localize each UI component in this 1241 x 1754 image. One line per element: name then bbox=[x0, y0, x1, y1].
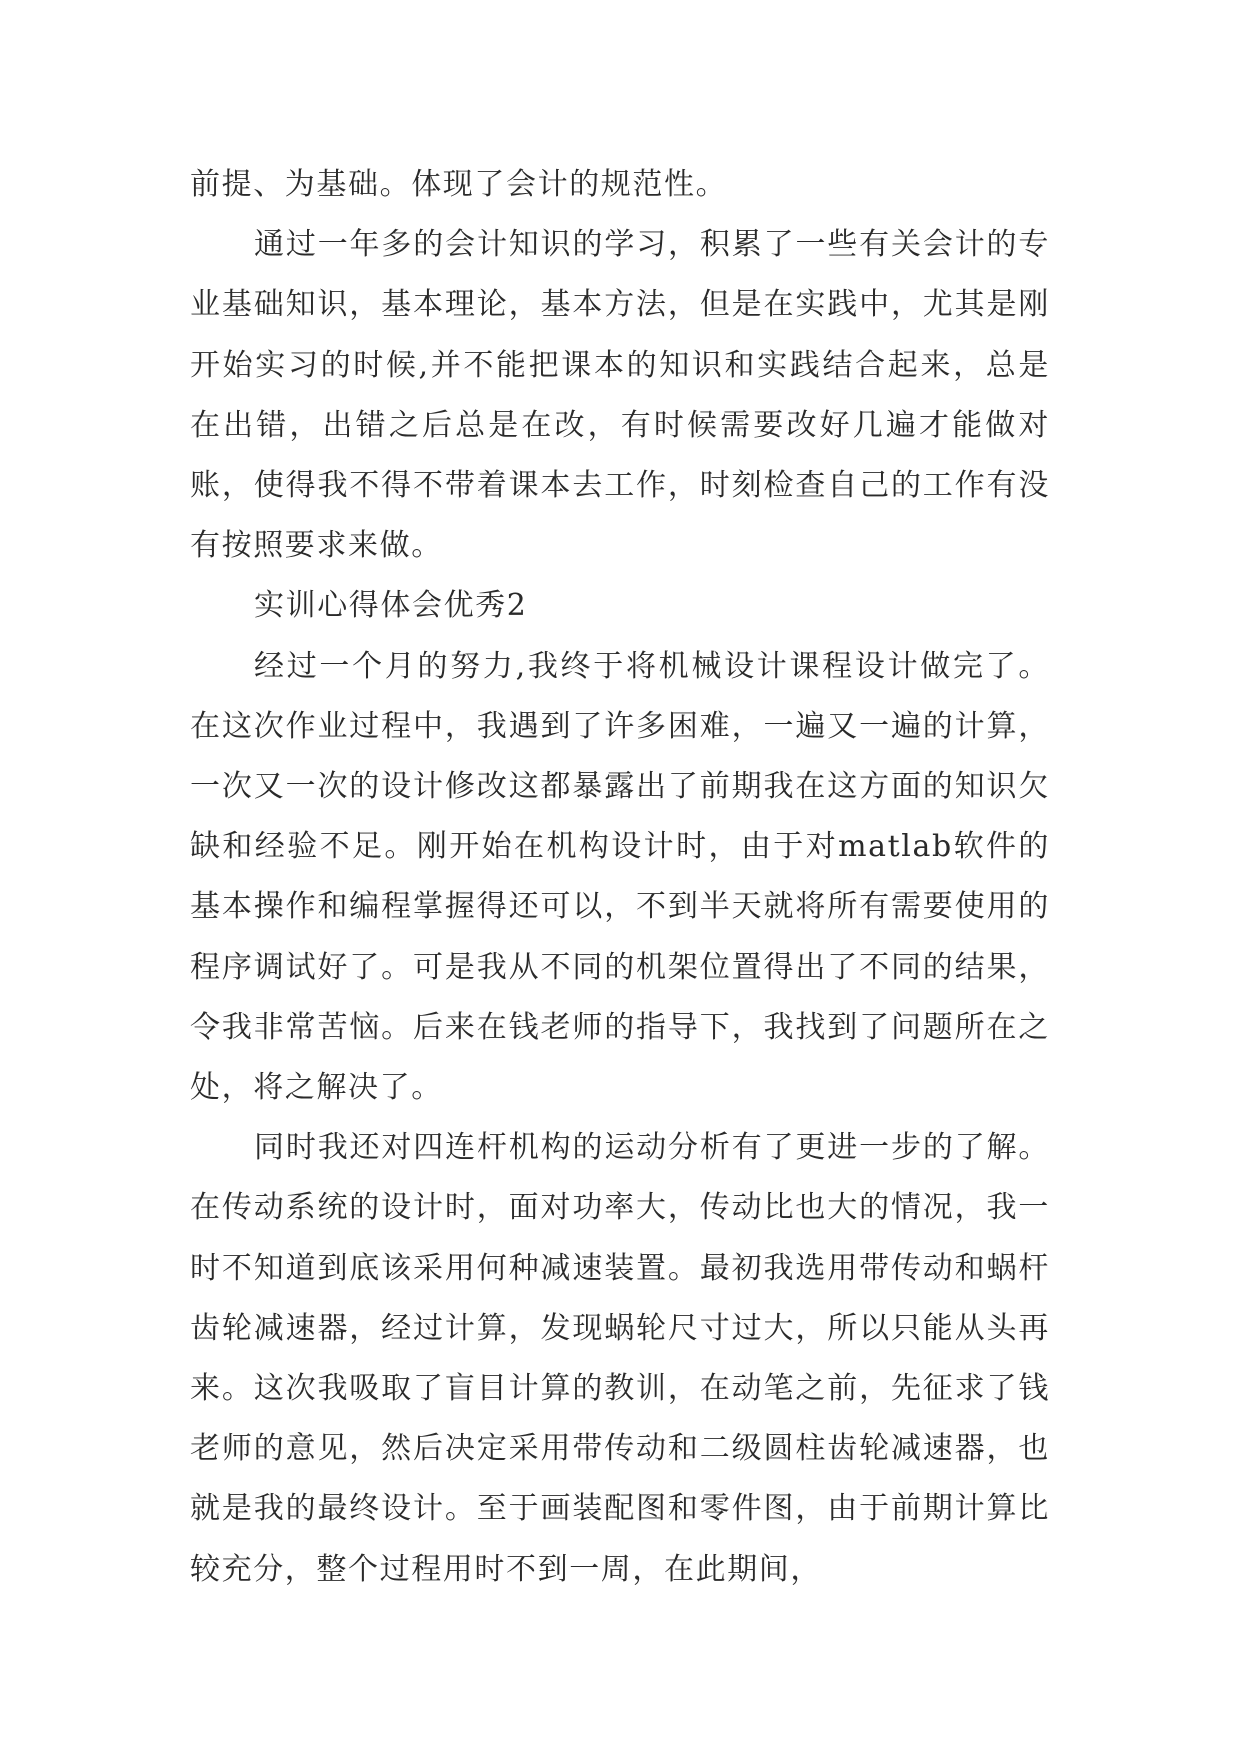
paragraph-transmission-design: 同时我还对四连杆机构的运动分析有了更进一步的了解。在传动系统的设计时，面对功率大，传动比也大的情况，我一时不知道到底该采用何种减速装置。最初我选用带传动和蜗杆齿轮减速器，经过计算，发现蜗轮尺寸过大，所以只能从头再来。这次我吸取了盲目计算的教训，在动笔之前，先征求了钱老师的意见，然后决定采用带传动和二级圆柱齿轮减速器，也就是我的最终设计。至于画装配图和零件图，由于前期计算比较充分，整个过程用时不到一周，在此期间， bbox=[190, 1130, 1050, 1587]
paragraph-continuation: 前提、为基础。体现了会计的规范性。 bbox=[190, 167, 728, 202]
section-heading: 实训心得体会优秀2 bbox=[254, 588, 528, 624]
paragraph-mechanical-design: 经过一个月的努力,我终于将机械设计课程设计做完了。在这次作业过程中，我遇到了许多困难，一遍又一遍的计算，一次又一次的设计修改这都暴露出了前期我在这方面的知识欠缺和经验不足。刚开始在机构设计时，由于对matlab软件的基本操作和编程掌握得还可以，不到半天就将所有需要使用的程序调试好了。可是我从不同的机架位置得出了不同的结果，令我非常苦恼。后来在钱老师的指导下，我找到了问题所在之处，将之解决了。 bbox=[190, 648, 1050, 1106]
paragraph-accounting-study: 通过一年多的会计知识的学习，积累了一些有关会计的专业基础知识，基本理论，基本方法，但是在实践中，尤其是刚开始实习的时候,并不能把课本的知识和实践结合起来，总是在出错，出错之后总是在改，有时候需要改好几遍才能做对账，使得我不得不带着课本去工作，时刻检查自己的工作有没有按照要求来做。 bbox=[190, 227, 1050, 564]
document-body bbox=[190, 155, 1050, 1600]
